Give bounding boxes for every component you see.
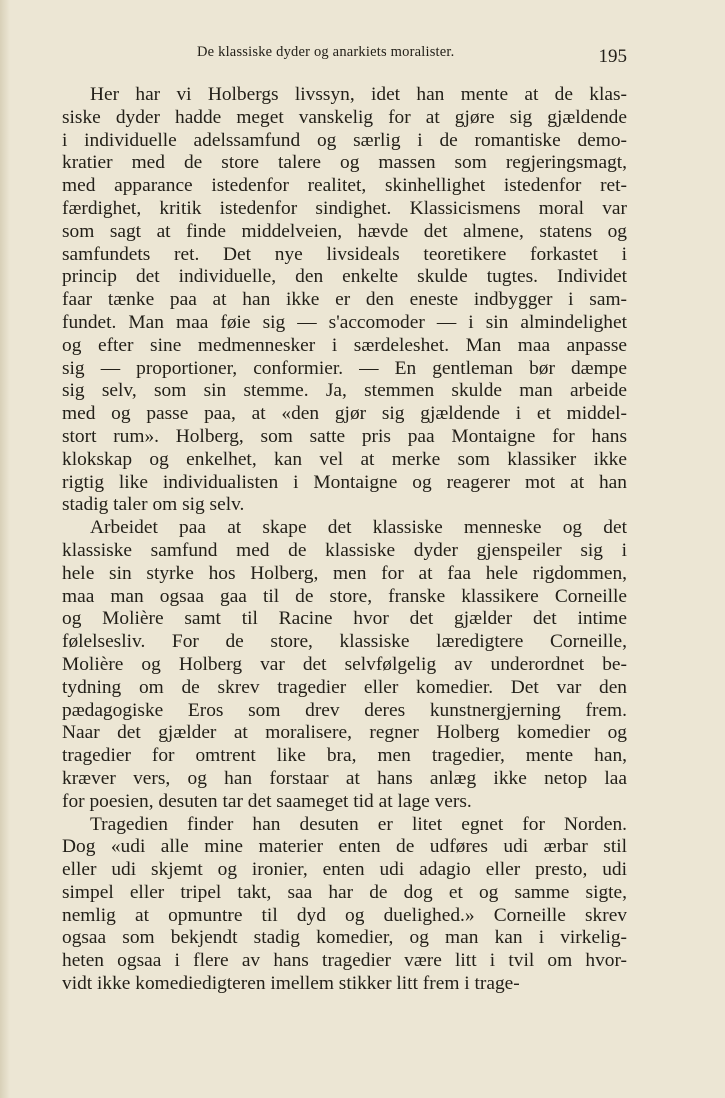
text-line: Naar det gjælder at moralisere, regner Holberg komedier og [62, 722, 627, 744]
text-line: klokskap og enkelhet, kan vel at merke som klassiker ikke [62, 448, 627, 470]
text-line: Dog «udi alle mine materier enten de udføres udi ærbar stil [62, 836, 627, 858]
text-line: sig — proportioner, conformier. — En gentleman bør dæmpe [62, 357, 627, 379]
text-line: fundet. Man maa føie sig — s'accomoder — i sin almindelighet [62, 311, 627, 333]
text-line: stadig taler om sig selv. [62, 494, 245, 516]
running-head [62, 44, 627, 68]
text-line: simpel eller tripel takt, saa har de dog et og samme sigte, [62, 881, 627, 903]
text-line: tragedier for omtrent like bra, men tragedier, mente han, [62, 745, 627, 767]
paragraph [62, 517, 627, 813]
text-line: stort rum». Holberg, som satte pris paa Montaigne for hans [62, 425, 627, 447]
text-line: Her har vi Holbergs livssyn, idet han mente at de klas- [90, 84, 627, 105]
text-line: i individuelle adelssamfund og særlig i de romantiske demo- [62, 129, 627, 151]
text-line: ogsaa som bekjendt stadig komedier, og man kan i virkelig- [62, 927, 627, 949]
text-line: siske dyder hadde meget vanskelig for at gjøre sig gjældende [62, 106, 627, 128]
text-line: tydning om de skrev tragedier eller komedier. Det var den [62, 676, 627, 698]
text-line: maa man ogsaa gaa til de store, franske klassikere Corneille [62, 585, 627, 607]
text-line: kratier med de store talere og massen som regjeringsmagt, [62, 152, 627, 174]
paragraph [62, 814, 627, 996]
body-text [62, 84, 627, 996]
text-line: kræver vers, og han forstaar at hans anlæg ikke netop laa [62, 767, 627, 789]
text-line: og efter sine medmennesker i særdeleshet. Man maa anpasse [62, 334, 627, 356]
text-line: princip det individuelle, den enkelte skulde tugtes. Individet [62, 266, 627, 288]
text-line: pædagogiske Eros som drev deres kunstnergjerning frem. [62, 699, 627, 721]
text-line: færdighet, kritik istedenfor sindighet. Klassicismens moral var [62, 197, 627, 219]
text-line: nemlig at opmuntre til dyd og duelighed.» Corneille skrev [62, 904, 627, 926]
text-line: med apparance istedenfor realitet, skinhellighet istedenfor ret- [62, 175, 627, 197]
text-line: Tragedien finder han desuten er litet egnet for Norden. [90, 813, 627, 835]
text-line: faar tænke paa at han ikke er den eneste indbygger i sam- [62, 289, 627, 311]
text-line: for poesien, desuten tar det saameget tid at lage vers. [62, 790, 472, 812]
text-line: med og passe paa, at «den gjør sig gjældende i et middel- [62, 403, 627, 425]
text-line: heten ogsaa i flere av hans tragedier være litt i tvil om hvor- [62, 950, 627, 972]
text-line: Molière og Holberg var det selvfølgelig av underordnet be- [62, 653, 627, 675]
text-line: samfundets ret. Det nye livsideals teoretikere forkastet i [62, 243, 627, 265]
text-line: rigtig like individualisten i Montaigne og reagerer mot at han [62, 471, 627, 493]
text-line: og Molière samt til Racine hvor det gjælder det intime [62, 608, 627, 630]
paragraph [62, 84, 627, 517]
text-line: sig selv, som sin stemme. Ja, stemmen skulde man arbeide [62, 380, 627, 402]
text-line: klassiske samfund med de klassiske dyder gjenspeiler sig i [62, 539, 627, 561]
text-line: vidt ikke komediedigteren imellem stikker litt frem i trage- [62, 973, 520, 995]
text-line: eller udi skjemt og ironier, enten udi adagio eller presto, udi [62, 859, 627, 881]
running-title: De klassiske dyder og anarkiets moralister. [197, 44, 455, 60]
text-line: følelsesliv. For de store, klassiske læredigtere Corneille, [62, 631, 627, 653]
page-edge [0, 0, 10, 1098]
text-line: hele sin styrke hos Holberg, men for at faa hele rigdommen, [62, 562, 627, 584]
text-line: som sagt at finde middelveien, hævde det almene, statens og [62, 220, 627, 242]
page-number: 195 [598, 46, 627, 67]
text-line: Arbeidet paa at skape det klassiske menneske og det [90, 517, 627, 539]
